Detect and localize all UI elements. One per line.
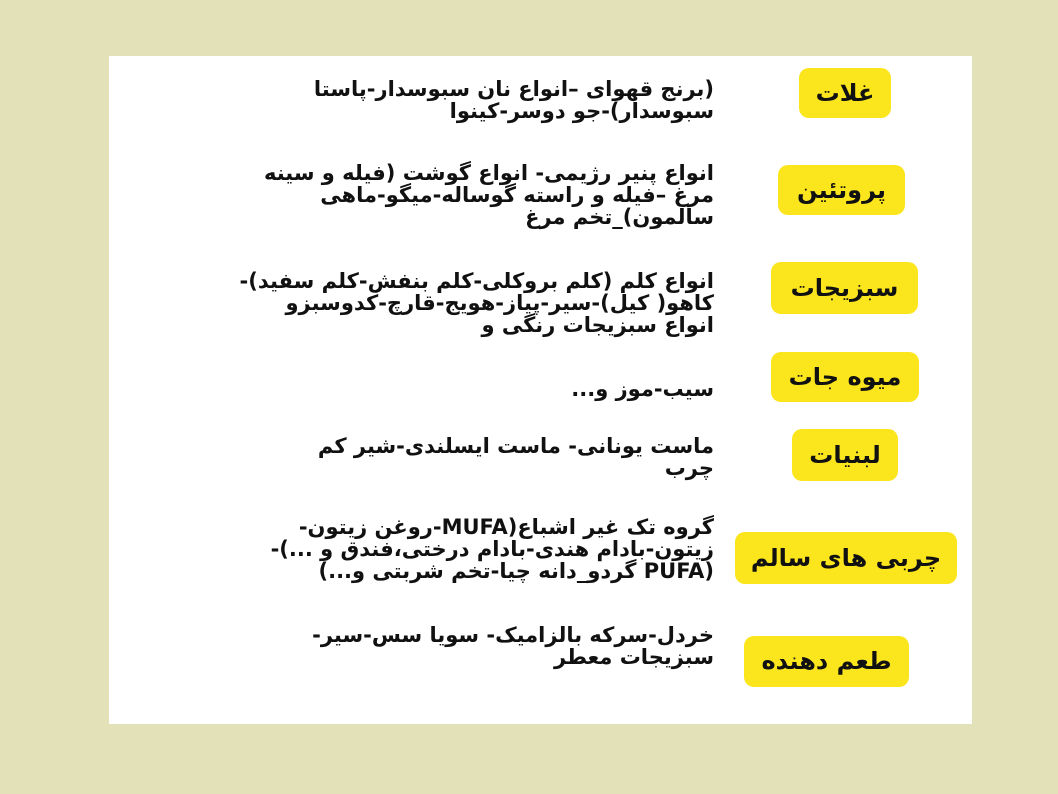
grains-description (119, 78, 714, 122)
dairy-tag: لبنیات (792, 429, 898, 481)
protein-description (119, 162, 714, 228)
description-line: گروه تک غیر اشباع(MUFA-روغن زیتون- (298, 515, 714, 539)
healthy-fats-description (119, 516, 714, 582)
description-line: انواع کلم (کلم بروکلی-کلم بنفش-کلم سفید)- (239, 269, 714, 293)
description-line: سالمون)_تخم مرغ (525, 205, 714, 229)
description-line: خردل-سرکه بالزامیک- سویا سس-سیر- (312, 623, 714, 647)
flavorings-description (119, 624, 714, 668)
description-line: کاهو( کیل)-سیر-پیاز-هویج-قارچ-کدوسبزو (285, 291, 714, 315)
healthy-fats-tag: چربی های سالم (735, 532, 957, 584)
description-line: سبزیجات معطر (554, 645, 714, 669)
fruits-description (119, 378, 714, 400)
description-line: ماست یونانی- ماست ایسلندی-شیر کم (317, 434, 714, 458)
description-line: (PUFA گردو_دانه چیا-تخم شربتی و...) (318, 559, 714, 583)
description-line: چرب (664, 456, 714, 480)
description-line: زیتون-بادام هندی-بادام درختی،فندق و ...)- (270, 537, 714, 561)
description-line: سیب-موز و... (571, 377, 714, 401)
flavorings-tag: طعم دهنده (744, 636, 909, 687)
content-panel (109, 56, 972, 724)
protein-tag: پروتئین (778, 165, 905, 215)
description-line: انواع پنیر رژیمی- انواع گوشت (فیله و سینه (263, 161, 714, 185)
description-line: مرغ –فیله و راسته گوساله-میگو-ماهی (320, 183, 714, 207)
description-line: انواع سبزیجات رنگی و (481, 313, 714, 337)
dairy-description (119, 435, 714, 479)
description-line: سبوسدار)-جو دوسر-کینوا (449, 99, 714, 123)
description-line: (برنج قهوای –انواع نان سبوسدار-پاستا (313, 77, 714, 101)
vegetables-description (119, 270, 714, 336)
vegetables-tag: سبزیجات (771, 262, 918, 314)
fruits-tag: میوه جات (771, 352, 919, 402)
grains-tag: غلات (799, 68, 891, 118)
